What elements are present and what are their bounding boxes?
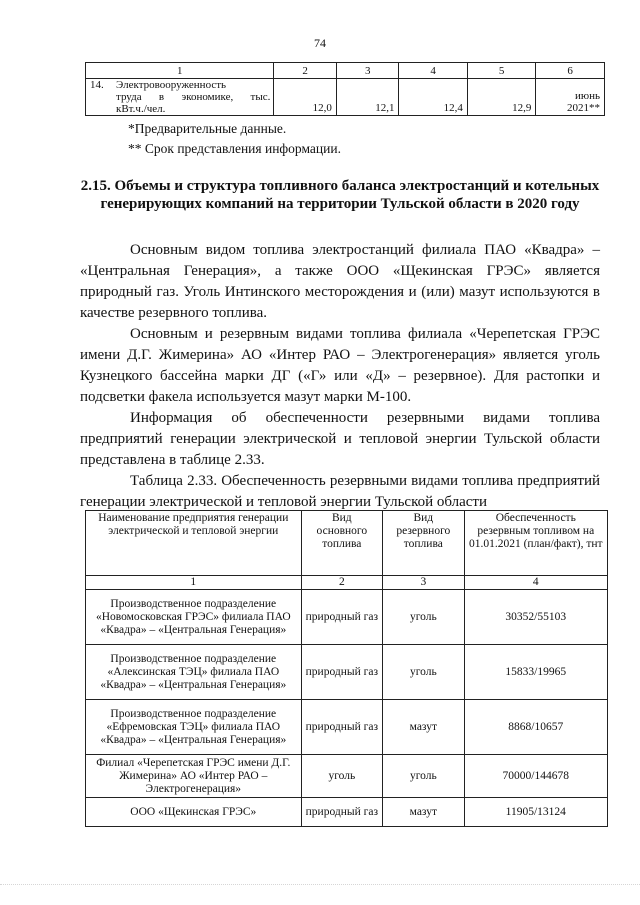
col-number: 4 [399,63,467,79]
body-text [80,240,600,513]
value-cell: 12,9 [467,79,535,116]
col-number: 6 [536,63,605,79]
supply-cell: 8868/10657 [464,700,607,755]
indicator-cell [86,79,274,116]
header-enterprise: Наименование предприятия генерации электрической и тепловой энергии [86,511,302,576]
indicator-label-line: Электровооруженность [116,79,227,91]
table-header-row [86,511,608,576]
main-fuel-cell: уголь [301,755,382,798]
page-number: 74 [314,36,326,50]
continuation-table [85,62,605,116]
header-reserve-fuel: Вид резервного топлива [383,511,464,576]
table-row [86,590,608,645]
indicator-label-line: труда в экономике, тыс. [116,91,271,103]
paragraph: Основным и резервным видами топлива филиала «Черепетская ГРЭС имени Д.Г. Жимерина» АО «Интер РАО – Электрогенерация» является уголь Кузнецкого бассейна марки ДГ («Г» или «Д» – резервное). Для растопки и подсветки факела используется мазут марки М-100. [80,326,600,405]
footnote: *Предварительные данные. [128,121,287,136]
period-month: июнь [574,90,600,102]
table-row [86,79,605,116]
section-heading: 2.15. Объемы и структура топливного баланса электростанций и котельных генерирующих компаний на территории Тульской области в 2020 году [80,178,600,212]
scan-artifact-line [0,884,640,889]
value-cell: 12,1 [336,79,399,116]
reserve-fuel-cell: уголь [383,590,464,645]
table-caption: Таблица 2.33. Обеспеченность резервными видами топлива предприятий генерации электрической и тепловой энергии Тульской области [80,473,600,510]
supply-cell: 30352/55103 [464,590,607,645]
col-number: 1 [86,63,274,79]
footnote: ** Срок представления информации. [128,141,341,156]
col-number: 1 [86,576,302,590]
column-number-row [86,63,605,79]
reserve-fuel-cell: уголь [383,755,464,798]
col-number: 3 [383,576,464,590]
enterprise-cell: Производственное подразделение «Алексинская ТЭЦ» филиала ПАО «Квадра» – «Центральная Генерация» [86,645,302,700]
enterprise-cell: ООО «Щекинская ГРЭС» [86,798,302,827]
supply-cell: 11905/13124 [464,798,607,827]
col-number: 2 [274,63,337,79]
enterprise-cell: Производственное подразделение «Новомосковская ГРЭС» филиала ПАО «Квадра» – «Центральная Генерация» [86,590,302,645]
column-number-row [86,576,608,590]
table-row [86,798,608,827]
col-number: 5 [467,63,535,79]
reserve-fuel-cell: мазут [383,700,464,755]
col-number: 3 [336,63,399,79]
main-fuel-cell: природный газ [301,798,382,827]
paragraph: Информация об обеспеченности резервными видами топлива предприятий генерации электрической и тепловой энергии Тульской области представлена в таблице 2.33. [80,410,600,468]
enterprise-cell: Филиал «Черепетская ГРЭС имени Д.Г. Жимерина» АО «Интер РАО – Электрогенерация» [86,755,302,798]
supply-cell: 15833/19965 [464,645,607,700]
main-fuel-cell: природный газ [301,700,382,755]
col-number: 2 [301,576,382,590]
header-supply: Обеспеченность резервным топливом на 01.01.2021 (план/факт), тнт [464,511,607,576]
main-fuel-cell: природный газ [301,590,382,645]
col-number: 4 [464,576,607,590]
fuel-supply-table [85,510,608,827]
supply-cell: 70000/144678 [464,755,607,798]
value-cell: 12,0 [274,79,337,116]
header-main-fuel: Вид основного топлива [301,511,382,576]
table-row [86,645,608,700]
period-year: 2021** [567,102,600,114]
reserve-fuel-cell: уголь [383,645,464,700]
paragraph: Основным видом топлива электростанций филиала ПАО «Квадра» – «Центральная Генерация», а также ООО «Щекинская ГРЭС» является природный газ. Уголь Интинского месторождения и (или) мазут используются в качестве резервного топлива. [80,242,600,321]
table-row [86,700,608,755]
table-row [86,755,608,798]
row-number: 14. [90,79,104,91]
enterprise-cell: Производственное подразделение «Ефремовская ТЭЦ» филиала ПАО «Квадра» – «Центральная Генерация» [86,700,302,755]
reserve-fuel-cell: мазут [383,798,464,827]
value-cell: 12,4 [399,79,467,116]
main-fuel-cell: природный газ [301,645,382,700]
indicator-label-line: кВт.ч./чел. [116,103,166,115]
period-cell [536,79,605,116]
